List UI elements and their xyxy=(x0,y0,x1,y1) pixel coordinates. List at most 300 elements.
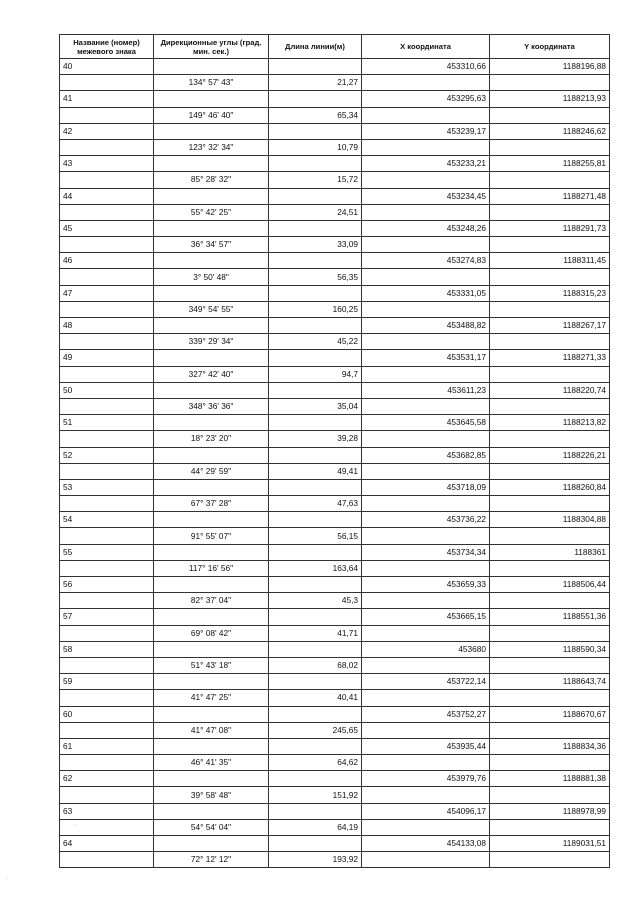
empty-cell xyxy=(154,318,269,334)
point-name-cell: 52 xyxy=(60,447,154,463)
x-coordinate-cell: 453310,66 xyxy=(362,59,490,75)
empty-cell xyxy=(60,657,154,673)
point-name-cell: 40 xyxy=(60,59,154,75)
x-coordinate-cell: 453611,23 xyxy=(362,382,490,398)
empty-cell xyxy=(60,625,154,641)
header-direction-angle: Дирекционные углы (град. мин. сек.) xyxy=(154,35,269,59)
point-name-cell: 57 xyxy=(60,609,154,625)
empty-cell xyxy=(269,415,362,431)
x-coordinate-cell: 453295,63 xyxy=(362,91,490,107)
x-coordinate-cell: 453718,09 xyxy=(362,479,490,495)
x-coordinate-cell: 453682,85 xyxy=(362,447,490,463)
table-row-segment xyxy=(60,852,610,868)
empty-cell xyxy=(269,771,362,787)
empty-cell xyxy=(60,301,154,317)
table-body xyxy=(60,59,610,868)
y-coordinate-cell: 1188590,34 xyxy=(490,641,610,657)
empty-cell xyxy=(490,528,610,544)
table-row-point xyxy=(60,220,610,236)
y-coordinate-cell: 1188226,21 xyxy=(490,447,610,463)
table-row-segment xyxy=(60,625,610,641)
table-row-segment xyxy=(60,172,610,188)
empty-cell xyxy=(490,75,610,91)
empty-cell xyxy=(490,819,610,835)
empty-cell xyxy=(154,512,269,528)
empty-cell xyxy=(362,301,490,317)
empty-cell xyxy=(154,577,269,593)
table-row-segment xyxy=(60,204,610,220)
y-coordinate-cell: 1188670,67 xyxy=(490,706,610,722)
table-row-point xyxy=(60,674,610,690)
empty-cell xyxy=(269,544,362,560)
direction-angle-cell: 134° 57' 43" xyxy=(154,75,269,91)
direction-angle-cell: 69° 08' 42" xyxy=(154,625,269,641)
x-coordinate-cell: 453659,33 xyxy=(362,577,490,593)
point-name-cell: 61 xyxy=(60,738,154,754)
line-length-cell: 94,7 xyxy=(269,366,362,382)
line-length-cell: 163,64 xyxy=(269,560,362,576)
table-row-segment xyxy=(60,237,610,253)
point-name-cell: 47 xyxy=(60,285,154,301)
empty-cell xyxy=(154,609,269,625)
coordinates-table xyxy=(59,34,610,868)
empty-cell xyxy=(269,156,362,172)
empty-cell xyxy=(60,431,154,447)
y-coordinate-cell: 1188291,73 xyxy=(490,220,610,236)
scan-speck: · xyxy=(74,822,76,828)
y-coordinate-cell: 1188881,38 xyxy=(490,771,610,787)
line-length-cell: 47,63 xyxy=(269,496,362,512)
empty-cell xyxy=(154,188,269,204)
table-row-point xyxy=(60,188,610,204)
empty-cell xyxy=(490,398,610,414)
empty-cell xyxy=(362,657,490,673)
point-name-cell: 49 xyxy=(60,350,154,366)
line-length-cell: 15,72 xyxy=(269,172,362,188)
x-coordinate-cell: 453645,58 xyxy=(362,415,490,431)
empty-cell xyxy=(154,285,269,301)
point-name-cell: 46 xyxy=(60,253,154,269)
empty-cell xyxy=(490,172,610,188)
empty-cell xyxy=(154,415,269,431)
empty-cell xyxy=(60,496,154,512)
table-row-segment xyxy=(60,269,610,285)
table-row-point xyxy=(60,836,610,852)
x-coordinate-cell: 453274,83 xyxy=(362,253,490,269)
table-row-point xyxy=(60,318,610,334)
empty-cell xyxy=(154,59,269,75)
point-name-cell: 63 xyxy=(60,803,154,819)
empty-cell xyxy=(269,641,362,657)
empty-cell xyxy=(362,787,490,803)
table-row-segment xyxy=(60,819,610,835)
line-length-cell: 65,34 xyxy=(269,107,362,123)
empty-cell xyxy=(60,593,154,609)
empty-cell xyxy=(269,447,362,463)
direction-angle-cell: 41° 47' 08" xyxy=(154,722,269,738)
line-length-cell: 193,92 xyxy=(269,852,362,868)
empty-cell xyxy=(490,560,610,576)
direction-angle-cell: 348° 36' 36" xyxy=(154,398,269,414)
empty-cell xyxy=(60,139,154,155)
y-coordinate-cell: 1189031,51 xyxy=(490,836,610,852)
direction-angle-cell: 85° 28' 32" xyxy=(154,172,269,188)
table-row-segment xyxy=(60,560,610,576)
scan-speck: · xyxy=(492,76,494,82)
x-coordinate-cell: 453234,45 xyxy=(362,188,490,204)
table-row-segment xyxy=(60,690,610,706)
y-coordinate-cell: 1188506,44 xyxy=(490,577,610,593)
empty-cell xyxy=(269,803,362,819)
direction-angle-cell: 41° 47' 25" xyxy=(154,690,269,706)
empty-cell xyxy=(490,107,610,123)
point-name-cell: 51 xyxy=(60,415,154,431)
table-row-point xyxy=(60,706,610,722)
x-coordinate-cell: 453665,15 xyxy=(362,609,490,625)
empty-cell xyxy=(362,172,490,188)
point-name-cell: 42 xyxy=(60,123,154,139)
y-coordinate-cell: 1188834,36 xyxy=(490,738,610,754)
direction-angle-cell: 327° 42' 40" xyxy=(154,366,269,382)
empty-cell xyxy=(490,204,610,220)
empty-cell xyxy=(362,334,490,350)
line-length-cell: 41,71 xyxy=(269,625,362,641)
x-coordinate-cell: 453488,82 xyxy=(362,318,490,334)
empty-cell xyxy=(490,334,610,350)
line-length-cell: 10,79 xyxy=(269,139,362,155)
table-row-segment xyxy=(60,593,610,609)
empty-cell xyxy=(490,593,610,609)
x-coordinate-cell: 453752,27 xyxy=(362,706,490,722)
header-point-name: Название (номер) межевого знака xyxy=(60,35,154,59)
point-name-cell: 59 xyxy=(60,674,154,690)
line-length-cell: 39,28 xyxy=(269,431,362,447)
table-row-segment xyxy=(60,334,610,350)
direction-angle-cell: 54° 54' 04" xyxy=(154,819,269,835)
x-coordinate-cell: 453979,76 xyxy=(362,771,490,787)
x-coordinate-cell: 453239,17 xyxy=(362,123,490,139)
line-length-cell: 45,22 xyxy=(269,334,362,350)
direction-angle-cell: 46° 41' 35" xyxy=(154,755,269,771)
empty-cell xyxy=(269,350,362,366)
line-length-cell: 56,35 xyxy=(269,269,362,285)
empty-cell xyxy=(154,674,269,690)
table-row-point xyxy=(60,609,610,625)
point-name-cell: 58 xyxy=(60,641,154,657)
empty-cell xyxy=(154,253,269,269)
table-row-point xyxy=(60,91,610,107)
table-row-point xyxy=(60,447,610,463)
empty-cell xyxy=(490,431,610,447)
line-length-cell: 33,09 xyxy=(269,237,362,253)
empty-cell xyxy=(60,528,154,544)
table-row-segment xyxy=(60,496,610,512)
empty-cell xyxy=(154,836,269,852)
empty-cell xyxy=(60,755,154,771)
x-coordinate-cell: 453734,34 xyxy=(362,544,490,560)
table-row-point xyxy=(60,641,610,657)
table-row-segment xyxy=(60,139,610,155)
y-coordinate-cell: 1188246,62 xyxy=(490,123,610,139)
direction-angle-cell: 44° 29' 59" xyxy=(154,463,269,479)
empty-cell xyxy=(490,139,610,155)
table-row-segment xyxy=(60,107,610,123)
y-coordinate-cell: 1188271,33 xyxy=(490,350,610,366)
table-row-segment xyxy=(60,398,610,414)
table-row-segment xyxy=(60,722,610,738)
table-row-point xyxy=(60,738,610,754)
empty-cell xyxy=(362,366,490,382)
line-length-cell: 245,65 xyxy=(269,722,362,738)
empty-cell xyxy=(490,657,610,673)
empty-cell xyxy=(362,75,490,91)
empty-cell xyxy=(362,528,490,544)
x-coordinate-cell: 453935,44 xyxy=(362,738,490,754)
empty-cell xyxy=(362,269,490,285)
y-coordinate-cell: 1188271,48 xyxy=(490,188,610,204)
direction-angle-cell: 339° 29' 34" xyxy=(154,334,269,350)
y-coordinate-cell: 1188213,82 xyxy=(490,415,610,431)
table-row-segment xyxy=(60,366,610,382)
empty-cell xyxy=(154,641,269,657)
empty-cell xyxy=(269,123,362,139)
empty-cell xyxy=(269,285,362,301)
point-name-cell: 55 xyxy=(60,544,154,560)
empty-cell xyxy=(269,577,362,593)
x-coordinate-cell: 453331,05 xyxy=(362,285,490,301)
empty-cell xyxy=(154,220,269,236)
x-coordinate-cell: 454096,17 xyxy=(362,803,490,819)
empty-cell xyxy=(362,139,490,155)
empty-cell xyxy=(490,852,610,868)
empty-cell xyxy=(362,398,490,414)
table-row-point xyxy=(60,382,610,398)
header-line-length: Длина линии(м) xyxy=(269,35,362,59)
direction-angle-cell: 349° 54' 55" xyxy=(154,301,269,317)
point-name-cell: 62 xyxy=(60,771,154,787)
empty-cell xyxy=(60,787,154,803)
direction-angle-cell: 51° 43' 18" xyxy=(154,657,269,673)
point-name-cell: 45 xyxy=(60,220,154,236)
empty-cell xyxy=(154,544,269,560)
point-name-cell: 50 xyxy=(60,382,154,398)
empty-cell xyxy=(490,366,610,382)
direction-angle-cell: 36° 34' 57" xyxy=(154,237,269,253)
empty-cell xyxy=(362,463,490,479)
empty-cell xyxy=(269,91,362,107)
empty-cell xyxy=(60,690,154,706)
empty-cell xyxy=(154,382,269,398)
empty-cell xyxy=(154,91,269,107)
empty-cell xyxy=(154,706,269,722)
empty-cell xyxy=(362,593,490,609)
table-row-segment xyxy=(60,75,610,91)
table-row-point xyxy=(60,512,610,528)
table-row-segment xyxy=(60,657,610,673)
direction-angle-cell: 117° 16' 56" xyxy=(154,560,269,576)
x-coordinate-cell: 453722,14 xyxy=(362,674,490,690)
direction-angle-cell: 123° 32' 34" xyxy=(154,139,269,155)
empty-cell xyxy=(60,560,154,576)
line-length-cell: 160,25 xyxy=(269,301,362,317)
empty-cell xyxy=(60,366,154,382)
point-name-cell: 54 xyxy=(60,512,154,528)
empty-cell xyxy=(269,382,362,398)
point-name-cell: 44 xyxy=(60,188,154,204)
empty-cell xyxy=(269,318,362,334)
empty-cell xyxy=(269,253,362,269)
empty-cell xyxy=(269,59,362,75)
line-length-cell: 49,41 xyxy=(269,463,362,479)
empty-cell xyxy=(269,609,362,625)
empty-cell xyxy=(269,738,362,754)
x-coordinate-cell: 453736,22 xyxy=(362,512,490,528)
table-row-point xyxy=(60,156,610,172)
point-name-cell: 53 xyxy=(60,479,154,495)
empty-cell xyxy=(154,479,269,495)
empty-cell xyxy=(490,463,610,479)
empty-cell xyxy=(490,787,610,803)
empty-cell xyxy=(269,674,362,690)
table-row-point xyxy=(60,415,610,431)
empty-cell xyxy=(154,447,269,463)
line-length-cell: 45,3 xyxy=(269,593,362,609)
empty-cell xyxy=(490,237,610,253)
header-y-coordinate: Y координата xyxy=(490,35,610,59)
table-header-row xyxy=(60,35,610,59)
direction-angle-cell: 82° 37' 04" xyxy=(154,593,269,609)
empty-cell xyxy=(362,560,490,576)
line-length-cell: 68,02 xyxy=(269,657,362,673)
table-row-segment xyxy=(60,755,610,771)
direction-angle-cell: 39° 58' 48" xyxy=(154,787,269,803)
line-length-cell: 35,04 xyxy=(269,398,362,414)
empty-cell xyxy=(60,204,154,220)
y-coordinate-cell: 1188304,88 xyxy=(490,512,610,528)
table-row-segment xyxy=(60,431,610,447)
direction-angle-cell: 3° 50' 48" xyxy=(154,269,269,285)
table-row-point xyxy=(60,803,610,819)
x-coordinate-cell: 453531,17 xyxy=(362,350,490,366)
table-row-segment xyxy=(60,301,610,317)
empty-cell xyxy=(60,463,154,479)
y-coordinate-cell: 1188978,99 xyxy=(490,803,610,819)
empty-cell xyxy=(60,722,154,738)
empty-cell xyxy=(490,301,610,317)
empty-cell xyxy=(154,771,269,787)
direction-angle-cell: 91° 55' 07" xyxy=(154,528,269,544)
y-coordinate-cell: 1188196,88 xyxy=(490,59,610,75)
table-row-point xyxy=(60,253,610,269)
empty-cell xyxy=(490,722,610,738)
empty-cell xyxy=(60,107,154,123)
empty-cell xyxy=(269,220,362,236)
line-length-cell: 21,27 xyxy=(269,75,362,91)
y-coordinate-cell: 1188315,23 xyxy=(490,285,610,301)
empty-cell xyxy=(362,690,490,706)
empty-cell xyxy=(60,237,154,253)
table-row-point xyxy=(60,350,610,366)
empty-cell xyxy=(154,350,269,366)
empty-cell xyxy=(60,75,154,91)
header-x-coordinate: X координата xyxy=(362,35,490,59)
line-length-cell: 151,92 xyxy=(269,787,362,803)
table-row-segment xyxy=(60,463,610,479)
scan-speck: · xyxy=(6,876,8,882)
empty-cell xyxy=(269,706,362,722)
direction-angle-cell: 55° 42' 25" xyxy=(154,204,269,220)
table-row-point xyxy=(60,285,610,301)
empty-cell xyxy=(362,237,490,253)
point-name-cell: 41 xyxy=(60,91,154,107)
y-coordinate-cell: 1188361 xyxy=(490,544,610,560)
empty-cell xyxy=(362,625,490,641)
y-coordinate-cell: 1188255,81 xyxy=(490,156,610,172)
empty-cell xyxy=(362,204,490,220)
y-coordinate-cell: 1188311,45 xyxy=(490,253,610,269)
empty-cell xyxy=(490,269,610,285)
y-coordinate-cell: 1188551,36 xyxy=(490,609,610,625)
point-name-cell: 48 xyxy=(60,318,154,334)
table-row-segment xyxy=(60,528,610,544)
y-coordinate-cell: 1188267,17 xyxy=(490,318,610,334)
empty-cell xyxy=(60,852,154,868)
empty-cell xyxy=(60,269,154,285)
empty-cell xyxy=(362,819,490,835)
x-coordinate-cell: 453248,26 xyxy=(362,220,490,236)
empty-cell xyxy=(490,690,610,706)
direction-angle-cell: 18° 23' 20" xyxy=(154,431,269,447)
point-name-cell: 56 xyxy=(60,577,154,593)
direction-angle-cell: 72° 12' 12" xyxy=(154,852,269,868)
direction-angle-cell: 149° 46' 40" xyxy=(154,107,269,123)
y-coordinate-cell: 1188220,74 xyxy=(490,382,610,398)
y-coordinate-cell: 1188213,93 xyxy=(490,91,610,107)
line-length-cell: 64,62 xyxy=(269,755,362,771)
empty-cell xyxy=(269,512,362,528)
empty-cell xyxy=(362,755,490,771)
point-name-cell: 43 xyxy=(60,156,154,172)
direction-angle-cell: 67° 37' 28" xyxy=(154,496,269,512)
empty-cell xyxy=(362,722,490,738)
empty-cell xyxy=(490,755,610,771)
empty-cell xyxy=(154,803,269,819)
x-coordinate-cell: 454133,08 xyxy=(362,836,490,852)
empty-cell xyxy=(269,188,362,204)
y-coordinate-cell: 1188260,84 xyxy=(490,479,610,495)
y-coordinate-cell: 1188643,74 xyxy=(490,674,610,690)
table-row-segment xyxy=(60,787,610,803)
empty-cell xyxy=(362,107,490,123)
empty-cell xyxy=(362,852,490,868)
empty-cell xyxy=(269,836,362,852)
line-length-cell: 40,41 xyxy=(269,690,362,706)
table-row-point xyxy=(60,577,610,593)
line-length-cell: 56,15 xyxy=(269,528,362,544)
empty-cell xyxy=(362,496,490,512)
point-name-cell: 60 xyxy=(60,706,154,722)
empty-cell xyxy=(362,431,490,447)
empty-cell xyxy=(154,156,269,172)
empty-cell xyxy=(154,123,269,139)
empty-cell xyxy=(269,479,362,495)
table-row-point xyxy=(60,544,610,560)
table-row-point xyxy=(60,479,610,495)
line-length-cell: 64,19 xyxy=(269,819,362,835)
x-coordinate-cell: 453680 xyxy=(362,641,490,657)
empty-cell xyxy=(490,496,610,512)
empty-cell xyxy=(60,398,154,414)
